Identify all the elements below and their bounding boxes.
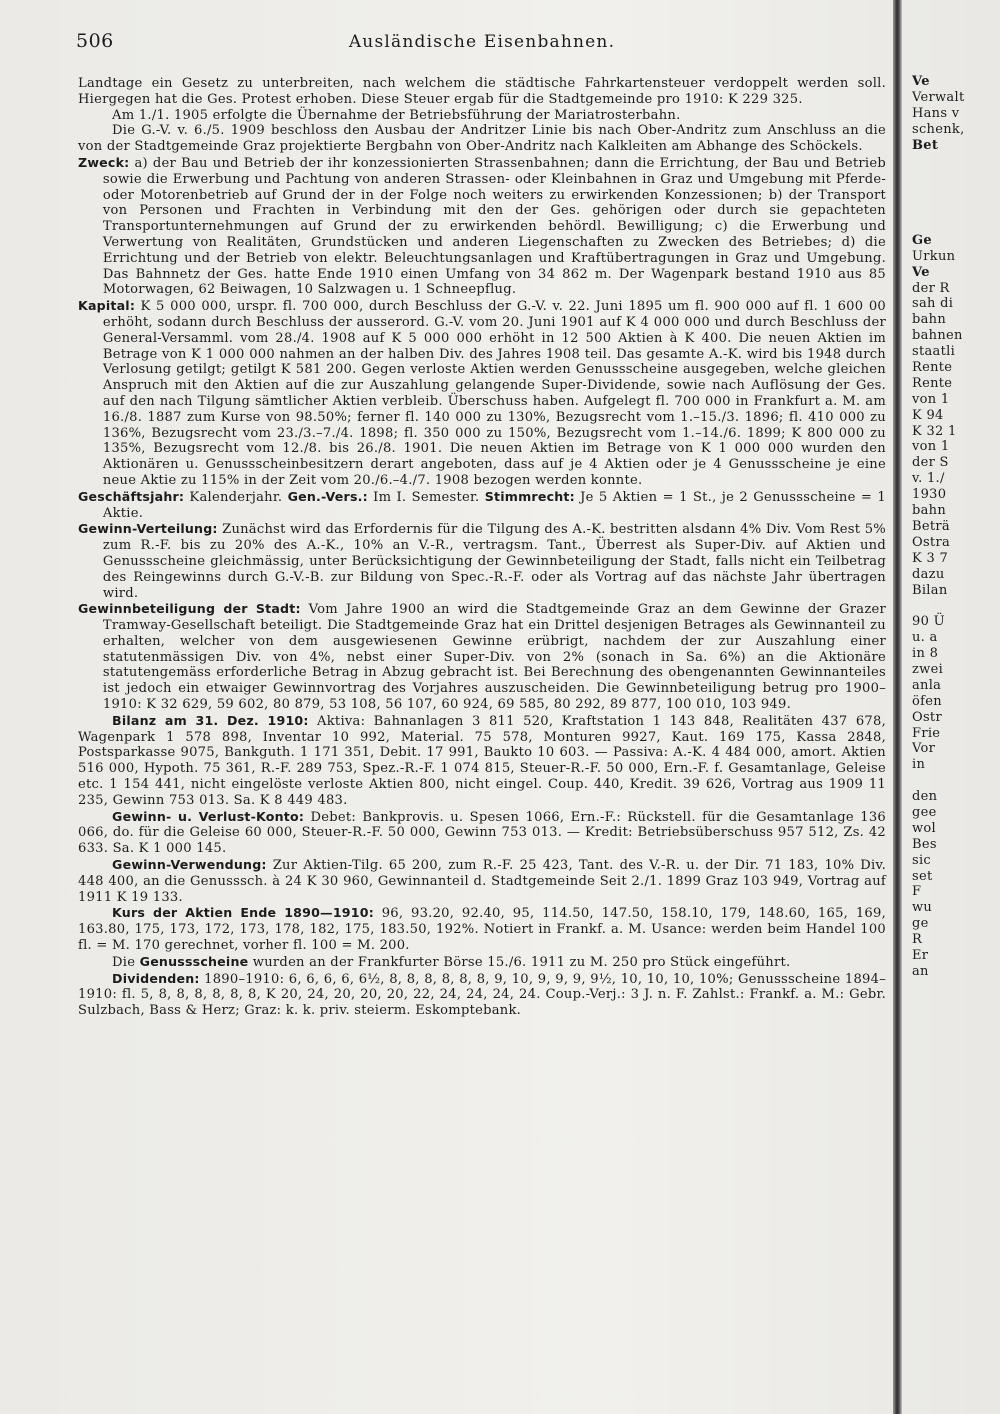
adjacent-page-line: Rente [912,375,953,391]
geschaeftsjahr-heading: Geschäftsjahr: [78,488,185,504]
adjacent-page-line: 90 Ü [912,614,945,630]
section-bilanz [78,713,886,809]
section-kapital [78,298,886,489]
bilanz-heading: Bilanz am 31. Dez. 1910: [112,712,309,728]
gen-vers-text: Im I. Semester. [373,489,480,505]
kurs-heading: Kurs der Aktien Ende 1890—1910: [112,905,374,921]
adjacent-page-line: von 1 [912,391,950,407]
gewinnbeteiligung-text: Vom Jahre 1900 an wird die Stadtgemeinde Graz an dem Gewinne der Grazer Tramway-Gesellschaft beteiligt. Die Stadtgemeinde Graz hat ein Drittel desjenigen Betrages als Gewinnanteil zu erhalten, welcher von dem ausgewiesenen Gewinne erübrigt, nachdem der zur Auszahlung einer statutenmässigen Div. von 4%, nebst einer Super-Div. von 2% (sonach in Sa. 6%) an die Aktionäre statutengemäss erforderliche Betrag in Abzug gebracht ist. Bei Berechnung des obengenannten Gewinnanteiles ist jedoch ein etwaiger Gewinnvortrag des Vorjahres auszuscheiden. Die Gewinnbeteiligung betrug pro 1900–1910: K 32 629, 59 602, 80 879, 53 108, 56 107, 60 924, 69 585, 80 292, 89 877, 100 010, 103 949. [102,602,886,713]
section-gewinn-verwendung [78,857,886,905]
adjacent-page-line: schenk, [912,121,965,137]
adjacent-page-line: Bilan [912,582,948,598]
adjacent-page-line: der R [912,280,950,296]
genussscheine-text: wurden an der Frankfurter Börse 15./6. 1911 zu M. 250 pro Stück eingeführt. [252,954,791,970]
section-gewinnbeteiligung [78,601,886,713]
adjacent-page-line: ge [912,916,929,932]
adjacent-page-line: anla [912,677,942,693]
adjacent-page-line: von 1 [912,439,950,455]
section-genussscheine [78,954,886,971]
adjacent-page-line: bahn [912,503,947,519]
continuation-paragraph-2: Am 1./1. 1905 erfolgte die Übernahme der Betriebsführung der Mariatrosterbahn. [112,107,681,123]
gewinn-verwendung-text: Zur Aktien-Tilg. 65 200, zum R.-F. 25 423, Tant. des V.-R. u. der Dir. 71 183, 10% Div. 448 400, an die Genusssch. à 24 K 30 960, Gewinnanteil d. Stadtgemeinde Seit 2./1. 1899 Graz 103 949, Vortrag auf 1911 K 19 133. [78,858,886,905]
adjacent-page-line: den [912,789,938,805]
geschaeftsjahr-text: Kalenderjahr. [189,489,283,505]
section-geschaeftsjahr [78,489,886,522]
adjacent-page-line: u. a [912,630,938,646]
adjacent-page-line: in [912,757,926,773]
adjacent-page-line: 1930 [912,487,947,503]
adjacent-page-line: Beträ [912,518,950,534]
page-header [76,30,888,58]
kurs-text: 96, 93.20, 92.40, 95, 114.50, 147.50, 158.10, 179, 148.60, 165, 169, 163.80, 175, 173, 172, 173, 178, 182, 175, 183.50, 192%. Notiert in Frankf. a. M. Usance: werden beim Handel 100 fl. = M. 170 gerechnet, vorher fl. 100 = M. 200. [78,906,886,954]
zweck-heading: Zweck: [78,154,130,170]
bilanz-text: Aktiva: Bahnanlagen 3 811 520, Kraftstation 1 143 848, Realitäten 437 678, Wagenpark 1 578 898, Inventar 10 992, Material. 75 578, Monturen 9927, Kaut. 169 175, Kassa 2848, Postsparkasse 9075, Bankguth. 1 171 351, Debit. 17 991, Baukto 10 603. — Passiva: A.-K. 4 484 000, amort. Aktien 516 000, Hypoth. 75 361, R.-F. 289 753, Spez.-R.-F. 1 074 815, Steuer-R.-F. 50 000, Ern.-F. f. Gesamtanlage, Geleise etc. 1 154 441, nicht eingelöste verloste Aktien 800, nicht eingel. Coup. 440, Kredit. 39 626, Vortrag aus 1909 11 235, Gewinn 753 013. Sa. K 8 449 483. [78,713,886,808]
adjacent-page-line: an [912,963,929,979]
kapital-heading: Kapital: [78,298,136,314]
adjacent-page-line: Urkun [912,248,956,264]
adjacent-page-line: Er [912,947,929,963]
adjacent-page-line: Ostr [912,709,942,725]
adjacent-page-line [912,598,1000,614]
adjacent-page-line: set [912,868,933,884]
section-dividenden [78,971,886,1019]
dividenden-text: 1890–1910: 6, 6, 6, 6, 6½, 8, 8, 8, 8, 8, 8, 9, 10, 9, 9, 9, 9½, 10, 10, 10, 10%; Genussscheine 1894–1910: fl. 5, 8, 8, 8, 8, 8, 8, K 20, 24, 20, 20, 20, 22, 24, 24, 24, 24. Coup.-Verj.: 3 J. n. F. Zahlst.: Frankf. a. M.: Gebr. Sulzbach, Bass & Herz; Graz: k. k. priv. steierm. Eskomptebank. [78,971,886,1019]
adjacent-page-line: in 8 [912,646,939,662]
stimmrecht-text: Je 5 Aktien = 1 St., je 2 Genussscheine = 1 Aktie. [102,489,886,521]
adjacent-page-line [912,185,1000,201]
gewinnbeteiligung-heading: Gewinnbeteiligung der Stadt: [78,601,301,617]
adjacent-page-line: bahn [912,312,947,328]
zweck-text: a) der Bau und Betrieb der ihr konzessionierten Strassenbahnen; dann die Errichtung, der Bau und Betrieb sowie die Erwerbung und Pachtung von anderen Strassen- oder Kleinbahnen in Graz und Umgebung mit Pferde- oder Motorenbetrieb auf Grund der in der Folge noch weiters zu erwirkenden Konzessionen; b) der Transport von Personen und Frachten in Verbindung mit den der Ges. gehörigen oder durch sie gepachteten Transportunternehmungen auf Grund der zu erwirkenden behördl. Bewilligung; c) die Erwerbung und Verwertung von Realitäten, Grundstücken und anderen Liegenschaften zu Zwecken des Betriebes; d) die Errichtung und der Betrieb von elektr. Beleuchtungsanlagen und Kraftübertragungen in Graz und Umgebung. Das Bahnnetz der Ges. hatte Ende 1910 einen Umfang von 34 862 m. Der Wagenpark bestand 1910 aus 85 Motorwagen, 62 Beiwagen, 10 Salzwagen u. 1 Schneepflug. [102,155,886,298]
book-gutter-shadow [893,0,902,1414]
section-gewinn-verteilung [78,521,886,601]
dividenden-heading: Dividenden: [112,970,200,986]
adjacent-page-line: Ge [912,232,932,248]
adjacent-page-line: Rente [912,360,953,376]
gewinn-verlust-text: Debet: Bankprovis. u. Spesen 1066, Ern.-F.: Rückstell. für die Gesamtanlage 136 066, do. für die Geleise 60 000, Steuer-R.-F. 50 000, Gewinn 753 013. — Kredit: Betriebsüberschuss 957 512, Zs. 42 633. Sa. K 1 000 145. [78,809,886,857]
adjacent-page-line: wu [912,900,933,916]
gewinn-verwendung-heading: Gewinn-Verwendung: [112,857,267,873]
adjacent-page-line: Ostra [912,534,951,550]
adjacent-page-line: Verwalt [912,89,965,105]
adjacent-page-line: öfen [912,693,942,709]
adjacent-page-fragment [912,74,1000,980]
adjacent-page-line: R [912,932,923,948]
gewinn-verlust-heading: Gewinn- u. Verlust-Konto: [112,808,305,824]
section-kurs [78,905,886,953]
adjacent-page-line: Bet [912,137,939,153]
adjacent-page-line: Hans v [912,105,960,121]
continuation-paragraph-1: Landtage ein Gesetz zu unterbreiten, nach welchem die städtische Fahrkartensteuer verdoppelt werden soll. Hiergegen hat die Ges. Protest erhoben. Diese Steuer ergab für die Stadtgemeinde pro 1910: K 229 325. [78,76,886,107]
page-number: 506 [76,30,114,52]
running-head: Ausländische Eisenbahnen. [348,32,616,52]
adjacent-page-line: K 32 1 [912,423,957,439]
adjacent-page-line: Ve [912,264,930,280]
adjacent-page-line [912,217,1000,233]
adjacent-page-line: Frie [912,725,941,741]
adjacent-page-line: Vor [912,741,936,757]
section-zweck [78,155,886,298]
continuation-paragraph-3: Die G.-V. v. 6./5. 1909 beschloss den Ausbau der Andritzer Linie bis nach Ober-Andritz zum Anschluss an die von der Stadtgemeinde Graz projektierte Bergbahn von Ober-Andritz nach Kalkleiten am Abhange des Schöckels. [78,123,886,155]
adjacent-page-line [912,201,1000,217]
adjacent-page-line: v. 1./ [912,471,945,487]
gewinn-verteilung-text: Zunächst wird das Erfordernis für die Tilgung des A.-K. bestritten alsdann 4% Div. Vom Rest 5% zum R.-F. bis zu 20% des A.-K., 10% an V.-R., vertragsm. Tant., Überrest als Super-Div. auf Aktien und Genussscheine gleichmässig, unter Berücksichtigung der Gewinnbeteiligung der Stadt, falls nicht ein Teilbetrag des Reingewinns durch G.-V.-B. zur Bildung von Spec.-R.-F. oder als Vortrag auf das nächste Jahr übertragen wird. [102,522,886,601]
adjacent-page-line [912,169,1000,185]
adjacent-page-line: gee [912,804,937,820]
main-column [78,76,886,1019]
stimmrecht-heading: Stimmrecht: [484,488,575,504]
section-gewinn-verlust [78,809,886,857]
adjacent-page-line: K 3 7 [912,550,949,566]
gen-vers-heading: Gen.-Vers.: [287,488,368,504]
gewinn-verteilung-heading: Gewinn-Verteilung: [78,521,218,537]
adjacent-page-line: dazu [912,566,945,582]
genussscheine-heading: Genussscheine [139,953,249,969]
adjacent-page-line: bahnen [912,328,963,344]
adjacent-page-line: K 94 [912,407,944,423]
genussscheine-prefix: Die [112,954,136,970]
adjacent-page-line: wol [912,820,937,836]
adjacent-page-line: sic [912,852,932,868]
adjacent-page-line: Bes [912,836,937,852]
adjacent-page-line: Ve [912,74,930,89]
adjacent-page-line: staatli [912,344,956,360]
adjacent-page-line: F [912,884,922,900]
adjacent-page-line [912,153,1000,169]
adjacent-page-line: der S [912,455,949,471]
adjacent-page-line: zwei [912,661,944,677]
adjacent-page-line [912,773,1000,789]
adjacent-page-line: sah di [912,296,954,312]
kapital-text: K 5 000 000, urspr. fl. 700 000, durch Beschluss der G.-V. v. 22. Juni 1895 um fl. 900 000 auf fl. 1 600 00 erhöht, sodann durch Beschluss der ausserord. G.-V. vom 20. Juni 1901 auf K 4 000 000 und durch Beschluss der General-Versamml. vom 28./4. 1908 auf K 5 000 000 erhöht in 12 500 Aktien à K 400. Die neuen Aktien im Betrage von K 1 000 000 nahmen an der halben Div. des Jahres 1908 teil. Das gesamte A.-K. wird bis 1948 durch Verlosung getilgt; getilgt K 581 200. Gegen verloste Aktien werden Genussscheine ausgegeben, welche gleichen Anspruch mit den Aktien auf die zur Auszahlung gelangende Super-Dividende, sowie nach Auflösung der Ges. auf den nach Tilgung sämtlicher Aktien verbleib. Überschuss haben. Aufgelegt fl. 700 000 in Frankfurt a. M. am 16./8. 1887 zum Kurse von 98.50%; ferner fl. 140 000 zu 130%, Bezugsrecht vom 1.–15./3. 1896; fl. 410 000 zu 136%, Bezugsrecht vom 23./3.–7./4. 1898; fl. 350 000 zu 150%, Bezugsrecht vom 1.–14./6. 1899; K 800 000 zu 135%, Bezugsrecht vom 12./8. bis 26./8. 1901. Die neuen Aktien im Betrage von K 1 000 000 wurden den Aktionären u. Genussscheinbesitzern derart angeboten, dass auf je 4 Aktien oder je 4 Genussscheine je eine neue Aktie zu 115% in der Zeit vom 20./6.–4./7. 1908 bezogen werden konnte. [102,299,886,488]
